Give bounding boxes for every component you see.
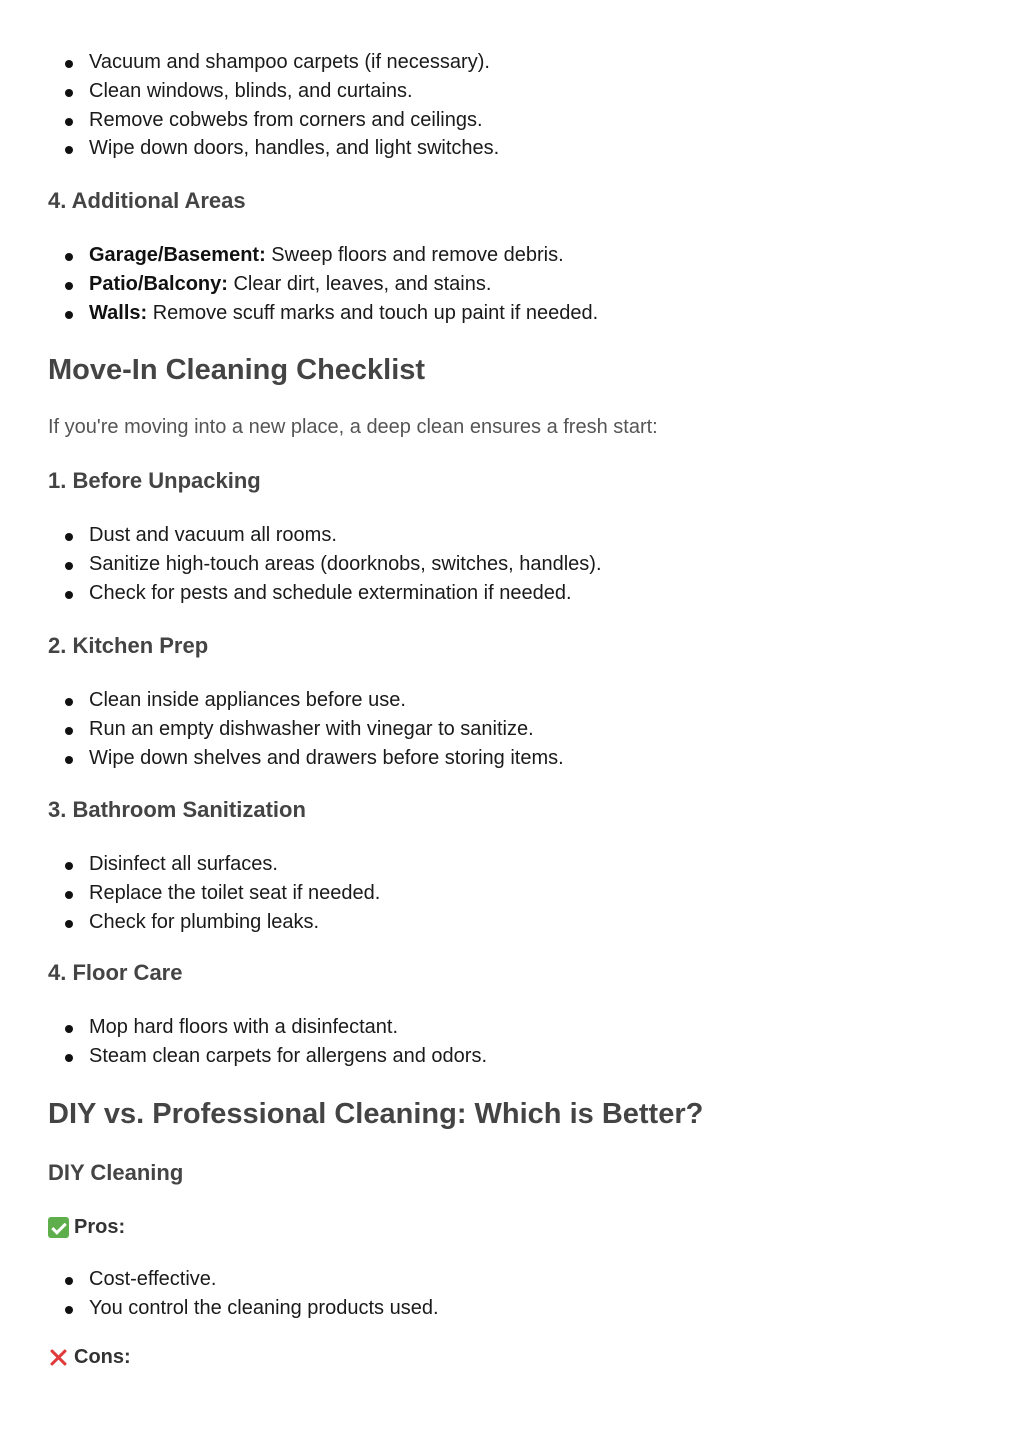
item-label: Garage/Basement: — [89, 244, 266, 266]
list-item — [89, 299, 989, 328]
list-item: Clean inside appliances before use. — [89, 686, 989, 715]
item-text: Remove scuff marks and touch up paint if needed. — [147, 301, 599, 324]
bathroom-sanitization-heading: 3. Bathroom Sanitization — [48, 797, 306, 822]
list-item: Dust and vacuum all rooms. — [89, 521, 989, 550]
item-label: Patio/Balcony: — [89, 272, 228, 295]
diy-vs-pro-title: DIY vs. Professional Cleaning: Which is Better? — [48, 1098, 704, 1130]
floor-care-heading: 4. Floor Care — [48, 960, 183, 985]
check-mark-icon — [48, 1217, 69, 1238]
list-item: Check for pests and schedule extermination if needed. — [89, 579, 989, 608]
kitchen-prep-list — [48, 686, 989, 772]
list-item: Wipe down shelves and drawers before storing items. — [89, 744, 989, 773]
list-item: Vacuum and shampoo carpets (if necessary). — [89, 48, 989, 77]
list-item: Check for plumbing leaks. — [89, 908, 989, 937]
list-item: Disinfect all surfaces. — [89, 850, 989, 879]
cross-mark-icon — [48, 1347, 69, 1368]
list-item: Replace the toilet seat if needed. — [89, 879, 989, 908]
cons-label-text: Cons: — [74, 1346, 131, 1368]
list-item — [89, 241, 989, 270]
item-text: Sweep floors and remove debris. — [265, 244, 564, 266]
additional-areas-heading: 4. Additional Areas — [48, 188, 246, 213]
pros-list — [48, 1265, 989, 1323]
list-item: Run an empty dishwasher with vinegar to sanitize. — [89, 715, 989, 744]
diy-cleaning-heading: DIY Cleaning — [48, 1160, 184, 1185]
pros-label-text: Pros: — [74, 1216, 126, 1238]
carpet-windows-list — [48, 48, 989, 163]
additional-areas-list — [48, 241, 989, 327]
floor-care-list — [48, 1013, 989, 1071]
item-text: Clear dirt, leaves, and stains. — [227, 272, 492, 295]
list-item — [89, 270, 989, 299]
bathroom-sanitization-list — [48, 850, 989, 936]
before-unpacking-heading: 1. Before Unpacking — [48, 468, 261, 493]
list-item: Steam clean carpets for allergens and odors. — [89, 1042, 989, 1071]
list-item: Cost-effective. — [89, 1265, 989, 1294]
move-in-title: Move-In Cleaning Checklist — [48, 354, 426, 386]
before-unpacking-list — [48, 521, 989, 607]
pros-label — [48, 1213, 125, 1241]
list-item: Remove cobwebs from corners and ceilings. — [89, 106, 989, 135]
kitchen-prep-heading: 2. Kitchen Prep — [48, 633, 209, 658]
item-label: Walls: — [89, 301, 148, 324]
list-item: Mop hard floors with a disinfectant. — [89, 1013, 989, 1042]
cons-label — [48, 1343, 131, 1371]
list-item: Wipe down doors, handles, and light switches. — [89, 134, 989, 163]
list-item: Clean windows, blinds, and curtains. — [89, 77, 989, 106]
list-item: Sanitize high-touch areas (doorknobs, switches, handles). — [89, 550, 989, 579]
move-in-intro: If you're moving into a new place, a deep clean ensures a fresh start: — [48, 416, 658, 438]
list-item: You control the cleaning products used. — [89, 1294, 989, 1323]
